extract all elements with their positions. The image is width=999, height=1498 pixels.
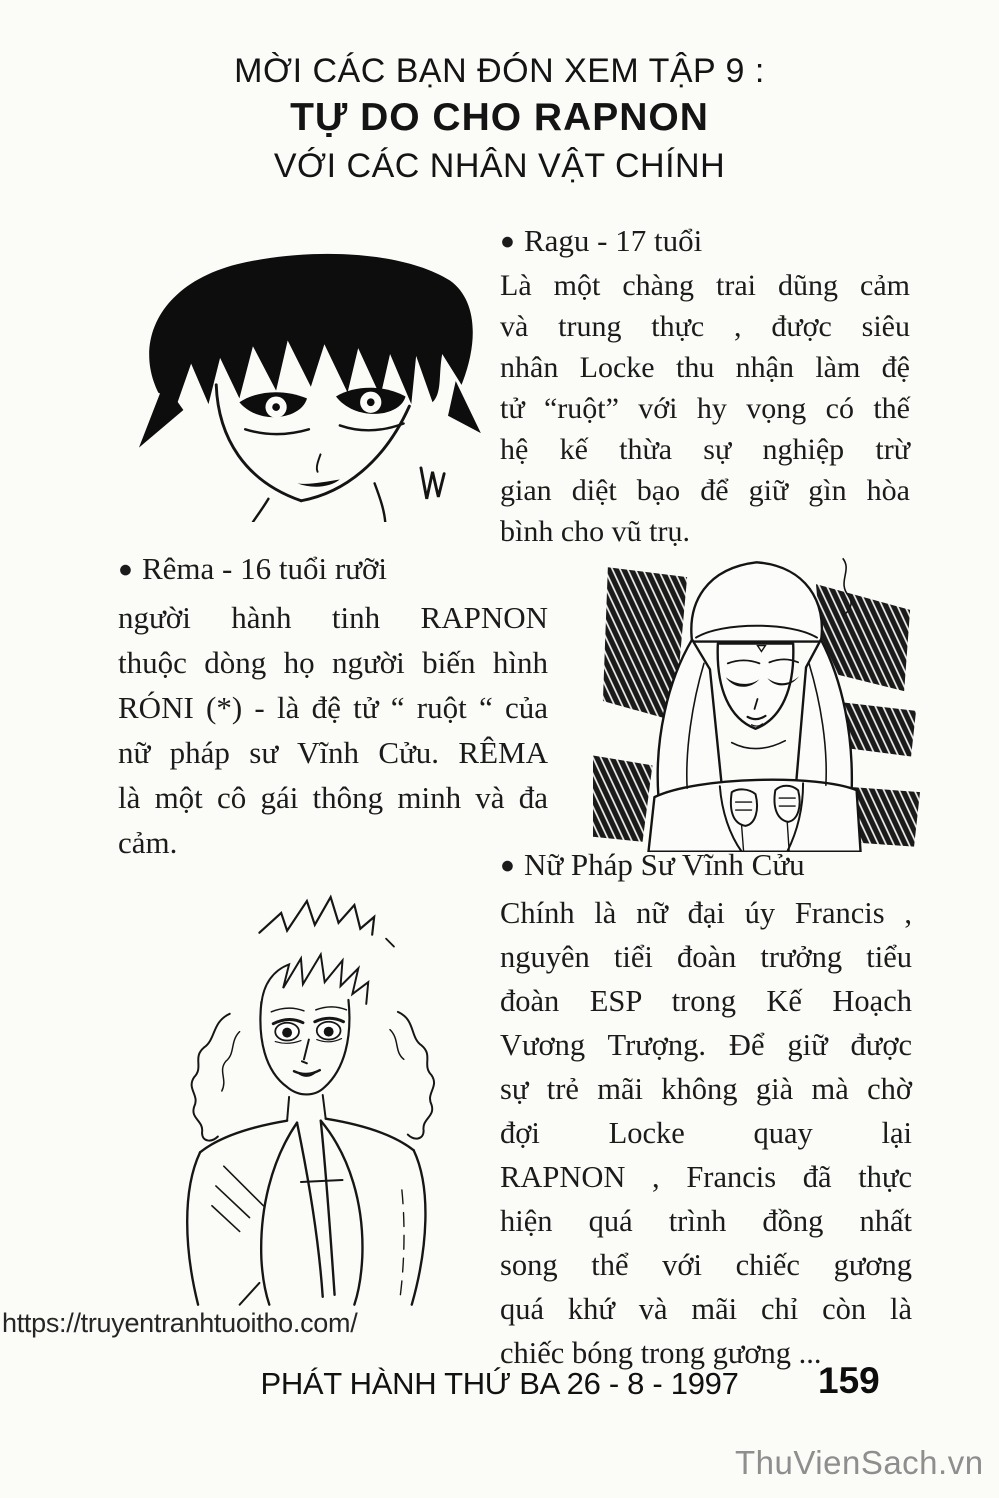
character-description-rema <box>118 595 548 865</box>
character-title-ragu <box>500 220 910 265</box>
text-line: Vương Trượng. Để giữ được <box>500 1028 912 1062</box>
woman-portrait-illustration <box>113 872 481 1308</box>
header-invite-line: MỜI CÁC BẠN ĐÓN XEM TẬP 9 : <box>234 52 765 90</box>
sorceress-portrait-illustration <box>593 552 920 852</box>
wavy-hair-woman-drawing <box>113 872 481 1308</box>
ragu-portrait-illustration <box>128 240 486 522</box>
text-line: đợi Locke quay lại <box>500 1116 912 1150</box>
character-title-rema <box>118 546 548 595</box>
boy-face-drawing <box>128 240 486 522</box>
character-name: Nữ Pháp Sư Vĩnh Cửu <box>523 847 805 882</box>
text-line: song thể với chiếc gương <box>500 1248 912 1282</box>
website-url-text: https://truyentranhtuoitho.com/ <box>2 1308 358 1338</box>
text-line: RAPNON , Francis đã thực <box>500 1160 912 1194</box>
bullet-icon: ● <box>500 852 515 879</box>
text-line: nhân Locke thu nhận làm đệ <box>500 351 910 384</box>
text-line: cảm. <box>118 825 178 860</box>
character-name: Ragu - 17 tuổi <box>523 223 703 258</box>
text-line: Là một chàng trai dũng cảm <box>500 269 910 302</box>
text-line: nguyên tiểi đoàn trưởng tiểu <box>500 940 912 974</box>
character-section-rema <box>118 546 548 865</box>
bullet-icon: ● <box>500 228 515 255</box>
character-description-ragu <box>500 265 910 552</box>
text-line: tử “ruột” với hy vọng có thế <box>500 392 910 425</box>
character-title-sorceress <box>500 841 912 891</box>
text-line: Chính là nữ đại úy Francis , <box>500 896 912 930</box>
veiled-woman-drawing <box>593 552 920 852</box>
release-date-line: PHÁT HÀNH THỨ BA 26 - 8 - 1997 <box>260 1366 739 1401</box>
character-section-ragu <box>500 220 910 552</box>
text-line: hệ kế thừa sự nghiệp trừ <box>500 433 910 466</box>
text-line: sự trẻ mãi không già mà chờ <box>500 1072 912 1106</box>
page-number: 159 <box>818 1360 880 1401</box>
character-name: Rêma - 16 tuổi rưỡi <box>141 551 387 586</box>
watermark-text: ThuVienSach.vn <box>735 1444 984 1481</box>
text-line: RÓNI (*) - là đệ tử “ ruột “ của <box>118 690 548 725</box>
text-line: bình cho vũ trụ. <box>500 515 690 548</box>
text-line: gian diệt bạo để giữ gìn hòa <box>500 474 910 507</box>
text-line: và trung thực , được siêu <box>500 310 910 343</box>
text-line: quá khứ và mãi chỉ còn là <box>500 1292 912 1326</box>
text-line: đoàn ESP trong Kế Hoạch <box>500 984 912 1018</box>
bullet-icon: ● <box>118 556 133 583</box>
text-line: chiếc bóng trong gương ... <box>500 1336 822 1370</box>
text-line: hiện quá trình đồng nhất <box>500 1204 912 1238</box>
text-line: thuộc dòng họ người biến hình <box>118 645 548 680</box>
volume-title: TỰ DO CHO RAPNON <box>290 96 709 139</box>
header-subtitle: VỚI CÁC NHÂN VẬT CHÍNH <box>273 147 726 185</box>
character-section-sorceress <box>500 841 912 1375</box>
text-line: là một cô gái thông minh và đa <box>118 780 548 815</box>
character-description-sorceress <box>500 891 912 1375</box>
text-line: người hành tinh RAPNON <box>118 600 548 635</box>
text-line: nữ pháp sư Vĩnh Cửu. RÊMA <box>118 735 548 770</box>
